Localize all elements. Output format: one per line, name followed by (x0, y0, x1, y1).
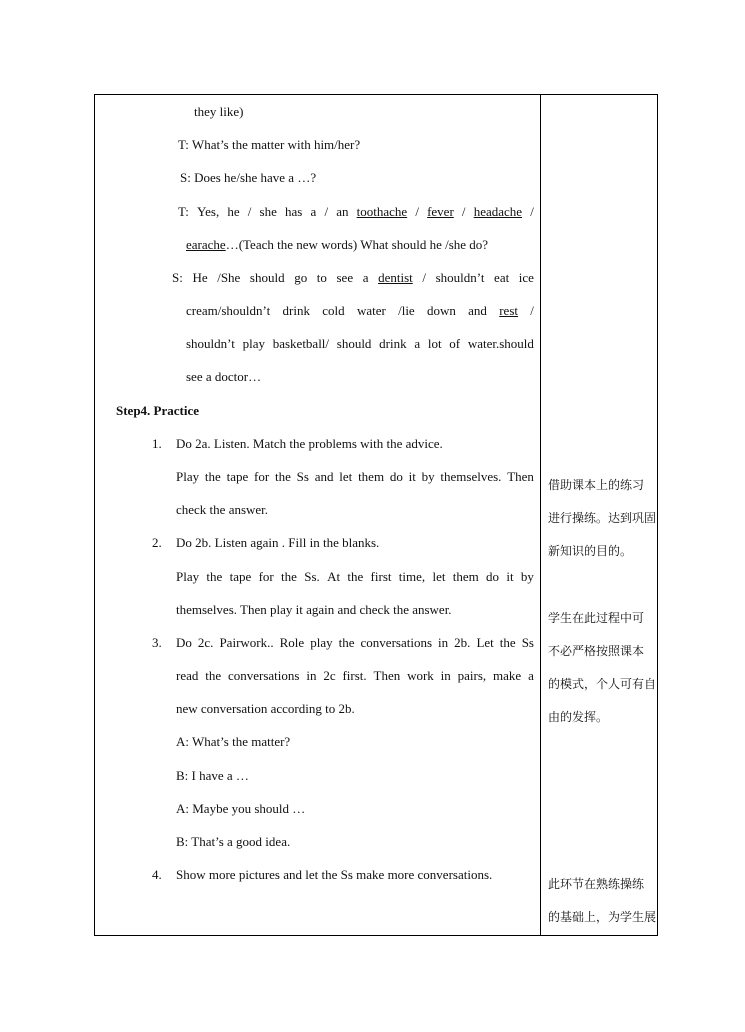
text-line: shouldn’t play basketball/ should drink a lot of water.should (186, 336, 534, 351)
list-item: Show more pictures and let the Ss make more conversations. (176, 867, 493, 882)
dialogue-line: B: I have a … (176, 768, 249, 783)
text-line: cream/shouldn’t drink cold water /lie down and rest / (186, 303, 534, 318)
list-number: 2. (152, 535, 162, 550)
list-item: Do 2a. Listen. Match the problems with the advice. (176, 436, 443, 451)
text-line: they like) (194, 104, 244, 119)
dialogue-line: A: What’s the matter? (176, 734, 291, 749)
vocab-word: dentist (378, 270, 413, 285)
list-item: Do 2b. Listen again . Fill in the blanks. (176, 535, 380, 550)
column-divider (540, 94, 541, 936)
list-number: 4. (152, 867, 162, 882)
teacher-line: T: Yes, he / she has a / an toothache / fever / headache / (178, 204, 534, 219)
vocab-word: fever (427, 204, 454, 219)
vocab-word: rest (499, 303, 518, 318)
text-line: themselves. Then play it again and check the answer. (176, 602, 452, 617)
dialogue-line: B: That’s a good idea. (176, 834, 291, 849)
list-item: Do 2c. Pairwork.. Role play the conversations in 2b. Let the Ss (176, 635, 534, 650)
text-line: check the answer. (176, 502, 269, 517)
note-line: 的模式，个人可有自 (548, 677, 657, 691)
text-line: read the conversations in 2c first. Then work in pairs, make a (176, 668, 534, 683)
text-line: Play the tape for the Ss. At the first time, let them do it by (176, 569, 534, 584)
vocab-word: toothache (356, 204, 408, 219)
note-line: 由的发挥。 (548, 710, 609, 724)
list-number: 3. (152, 635, 162, 650)
note-line: 借助课本上的练习 (548, 478, 645, 492)
dialogue-line: A: Maybe you should … (176, 801, 306, 816)
student-line: S: He /She should go to see a dentist / shouldn’t eat ice (172, 270, 534, 285)
note-line: 学生在此过程中可 (548, 611, 645, 625)
note-line: 进行操练。达到巩固 (548, 511, 657, 525)
vocab-word: headache (473, 204, 523, 219)
step-heading: Step4. Practice (116, 403, 200, 418)
teacher-line: T: What’s the matter with him/her? (178, 137, 361, 152)
student-line: S: Does he/she have a …? (180, 170, 317, 185)
note-line: 的基础上，为学生展 (548, 910, 657, 924)
text-line: new conversation according to 2b. (176, 701, 355, 716)
note-line: 新知识的目的。 (548, 544, 633, 558)
text-line: see a doctor… (186, 369, 262, 384)
text-line: Play the tape for the Ss and let them do it by themselves. Then (176, 469, 534, 484)
note-line: 此环节在熟练操练 (548, 877, 645, 891)
text-line: earache…(Teach the new words) What should he /she do? (186, 237, 489, 252)
list-number: 1. (152, 436, 162, 451)
vocab-word: earache (186, 237, 226, 252)
note-line: 不必严格按照课本 (548, 644, 645, 658)
